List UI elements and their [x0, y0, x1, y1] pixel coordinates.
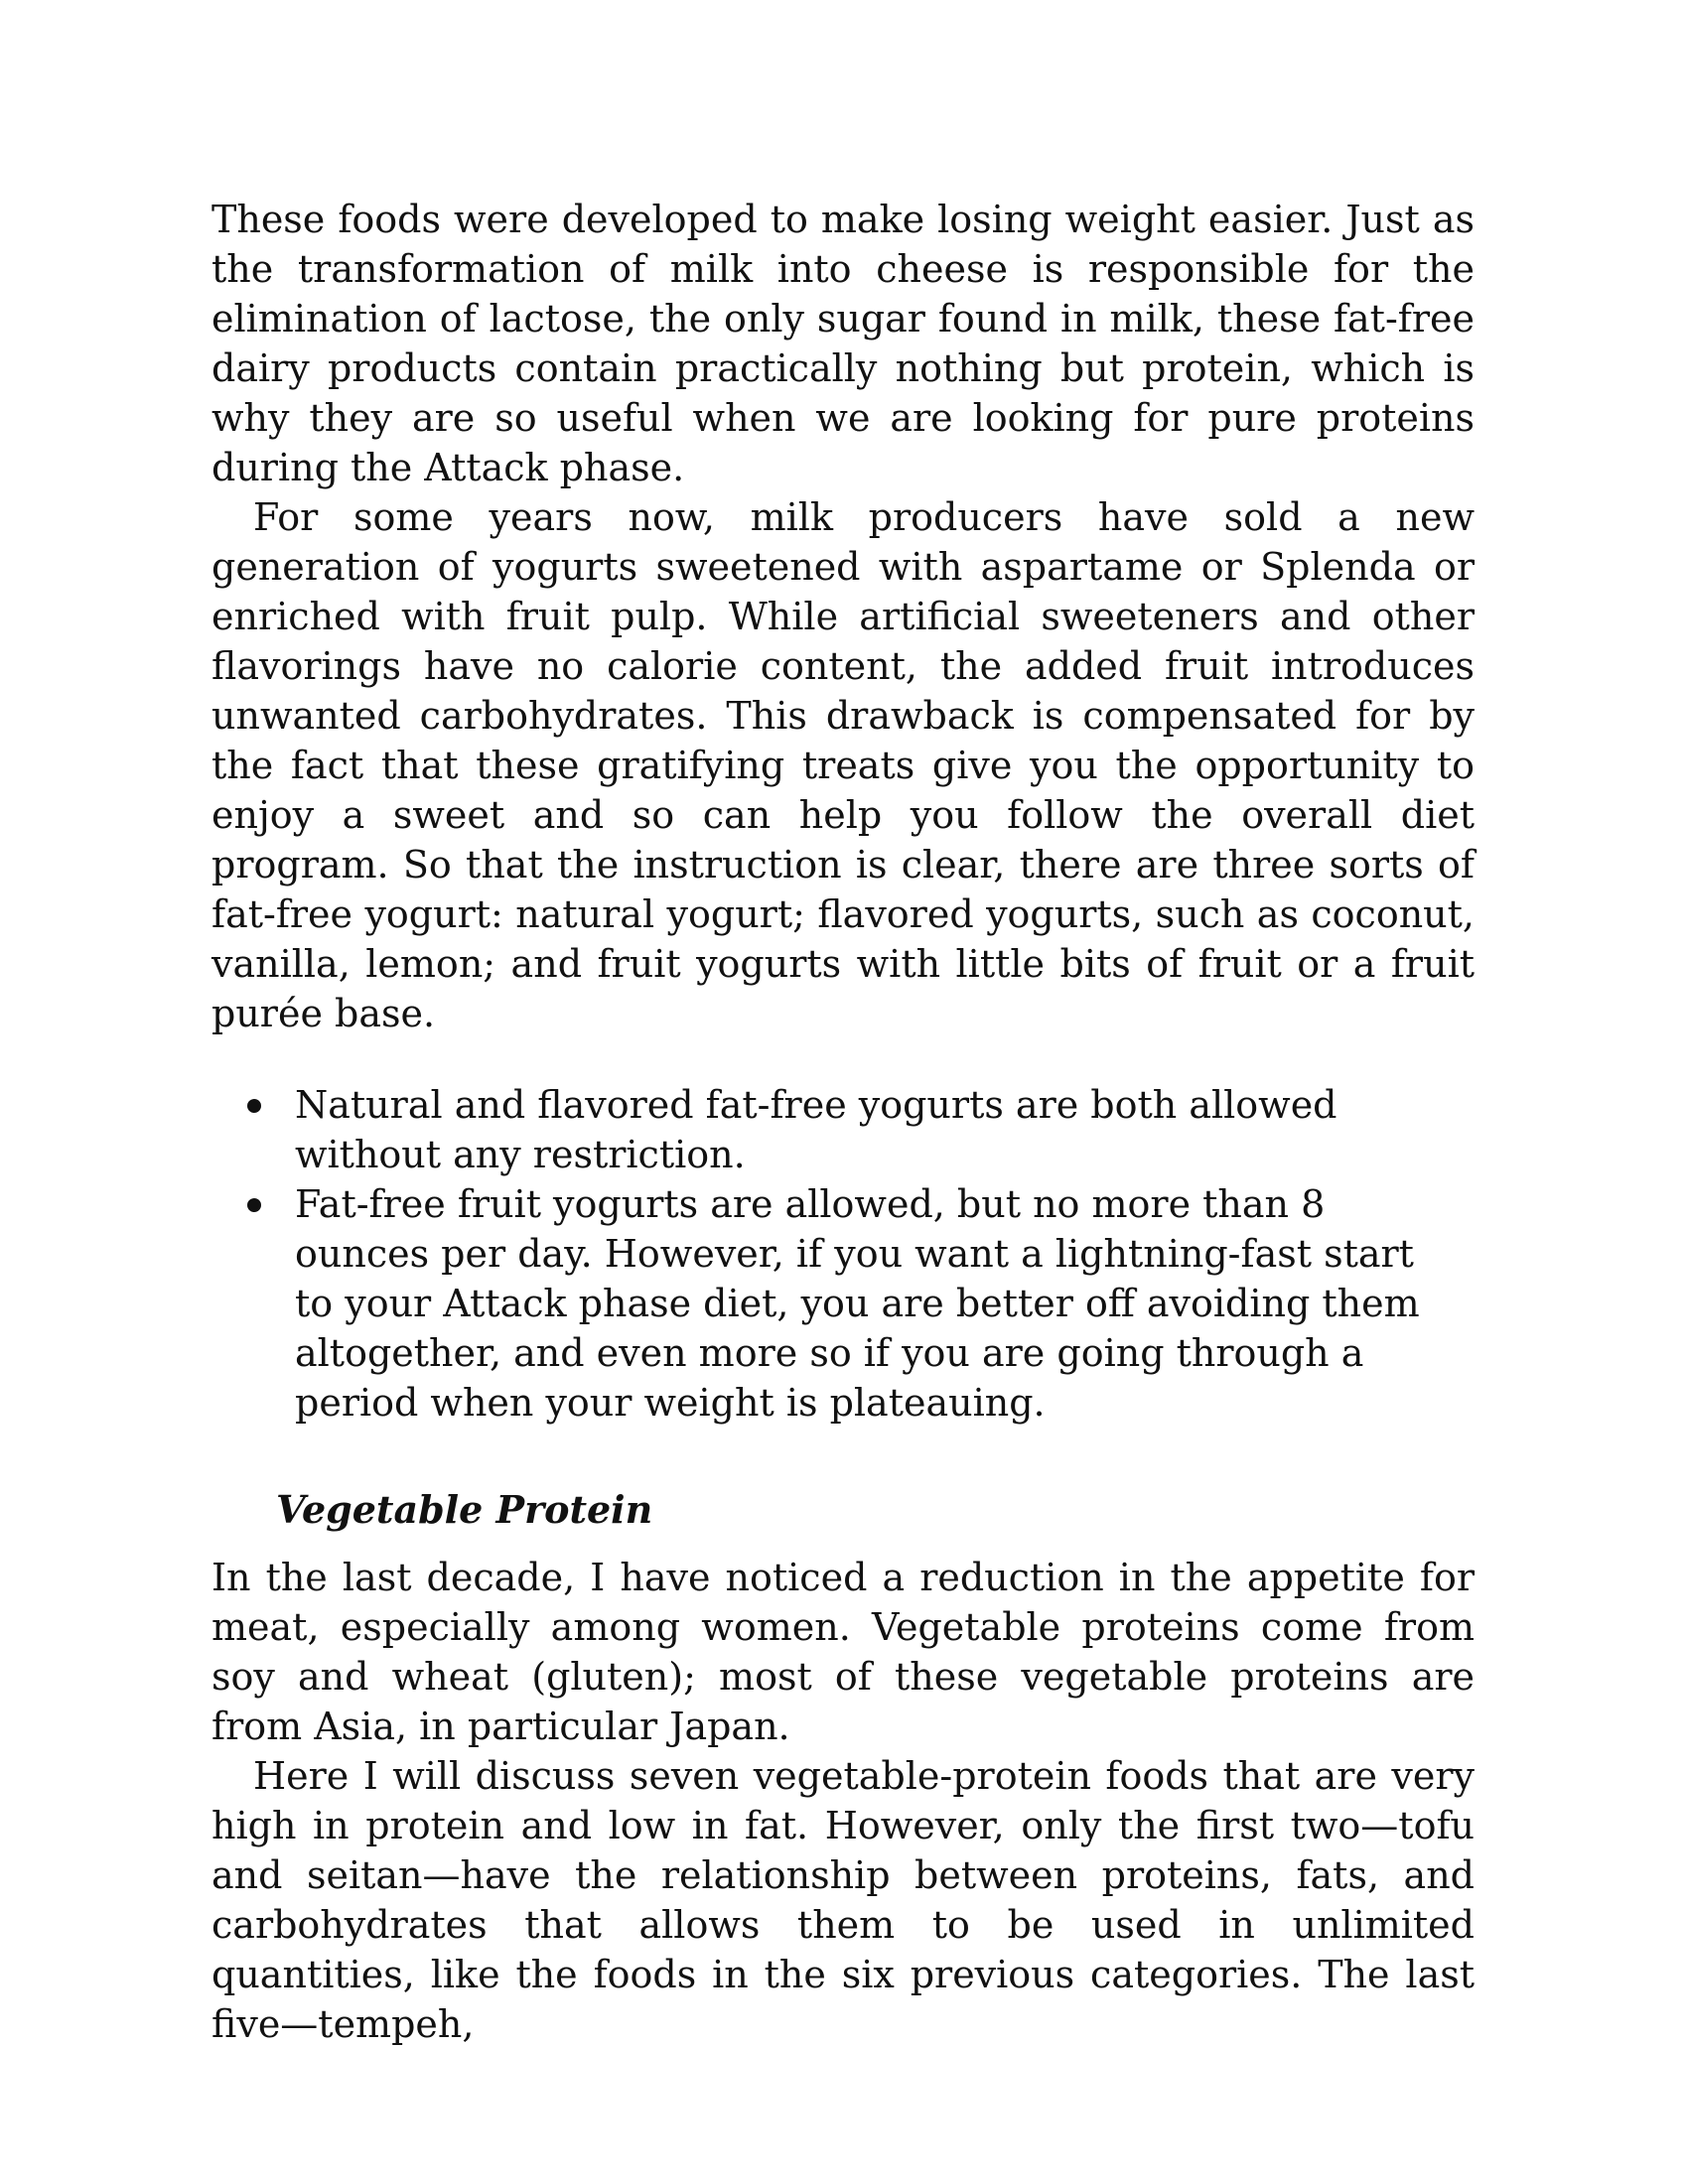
bullet-text: Natural and flavored fat-free yogurts are both allowed without any restriction. [295, 1083, 1337, 1176]
book-page [211, 195, 1475, 2049]
paragraph-vegetable-protein-intro: In the last decade, I have noticed a reduction in the appetite for meat, especially among women. Vegetable proteins come from soy and wheat (gluten); most of these vegetable proteins are from Asia, in particular Japan. [211, 1556, 1475, 1748]
bullet-icon [247, 1099, 261, 1113]
paragraph-vegetable-protein-foods: Here I will discuss seven vegetable-protein foods that are very high in protein and low in fat. However, only the first two—tofu and seitan—have the relationship between proteins, fats, and carbohydrates that allows them to be used in unlimited quantities, like the foods in the six previous categories. The last five—tempeh, [211, 1754, 1475, 2046]
bullet-icon [247, 1198, 261, 1212]
yogurt-rules-list [211, 1080, 1475, 1428]
paragraph-fat-free-dairy: These foods were developed to make losing weight easier. Just as the transformation of milk into cheese is responsible for the elimination of lactose, the only sugar found in milk, these fat-free dairy products contain practically nothing but protein, which is why they are so useful when we are looking for pure proteins during the Attack phase. [211, 198, 1475, 489]
section-heading: Vegetable Protein [276, 1487, 653, 1532]
list-item [211, 1080, 1475, 1179]
bullet-text: Fat-free fruit yogurts are allowed, but no more than 8 ounces per day. However, if you want a lightning-fast start to your Attack phase diet, you are better off avoiding them altogether, and even more so if you are going through a period when your weight is plateauing. [295, 1182, 1420, 1425]
list-item [211, 1179, 1475, 1428]
paragraph-yogurts: For some years now, milk producers have sold a new generation of yogurts sweetened with aspartame or Splenda or enriched with fruit pulp. While artificial sweeteners and other flavorings have no calorie content, the added fruit introduces unwanted carbohydrates. This drawback is compensated for by the fact that these gratifying treats give you the opportunity to enjoy a sweet and so can help you follow the overall diet program. So that the instruction is clear, there are three sorts of fat-free yogurt: natural yogurt; flavored yogurts, such as coconut, vanilla, lemon; and fruit yogurts with little bits of fruit or a fruit purée base. [211, 495, 1475, 1035]
